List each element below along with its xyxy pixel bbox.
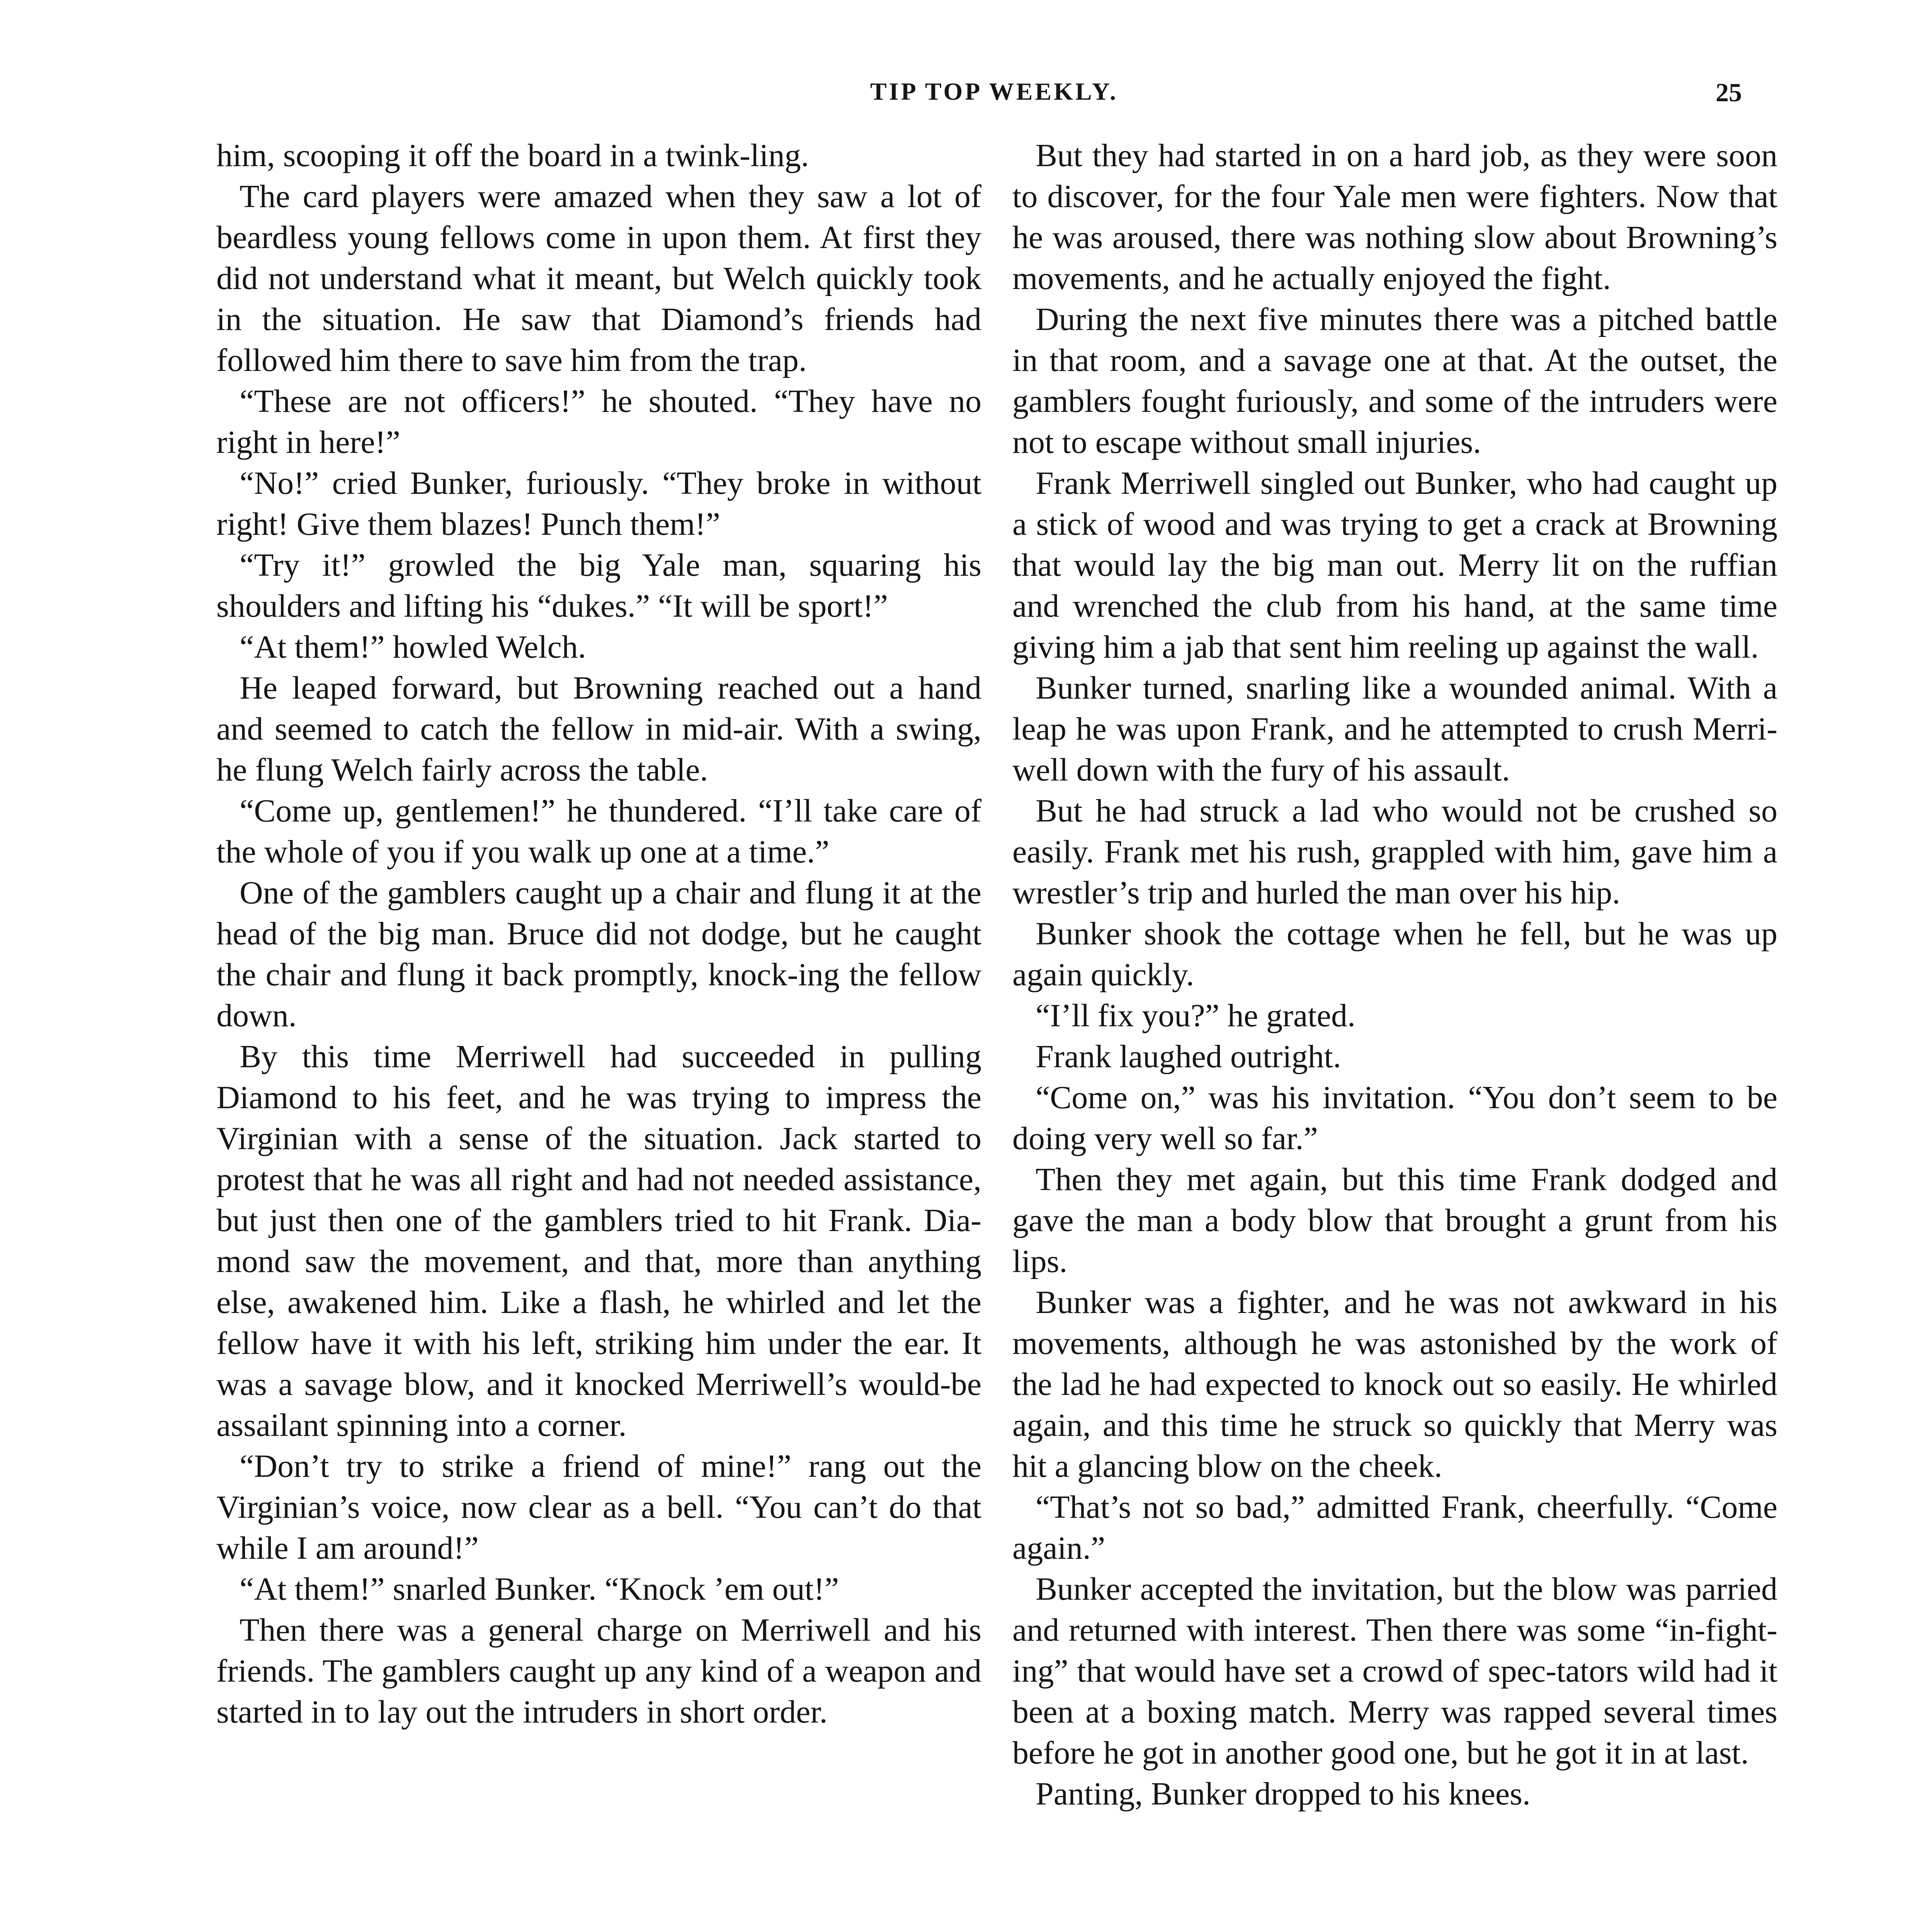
paragraph: him, scooping it off the board in a twink-ling. (216, 138, 809, 173)
running-title: TIP TOP WEEKLY. (870, 78, 1119, 105)
paragraph: “Don’t try to strike a friend of mine!” rang out the Virginian’s voice, now clear as a bell. “You can’t do that while I am around!” (216, 1448, 981, 1566)
page-number: 25 (1716, 78, 1742, 107)
paragraph: He leaped forward, but Browning reached out a hand and seemed to catch the fellow in mid-air. With a swing, he flung Welch fairly across the table. (216, 670, 981, 788)
right-column (1012, 135, 1777, 1815)
paragraph: “Come on,” was his invitation. “You don’t seem to be doing very well so far.” (1012, 1080, 1777, 1156)
paragraph: Bunker shook the cottage when he fell, but he was up again quickly. (1012, 916, 1777, 993)
paragraph: “Come up, gentlemen!” he thundered. “I’ll take care of the whole of you if you walk up one at a time.” (216, 793, 981, 870)
left-column (216, 135, 981, 1733)
paragraph: Frank laughed outright. (1036, 1039, 1341, 1075)
paragraph: But they had started in on a hard job, as they were soon to discover, for the four Yale men were fighters. Now that he was aroused, there was nothing slow about Browning’s movements, and he actually enjoyed the fight. (1012, 138, 1777, 296)
paragraph: “I’ll fix you?” he grated. (1036, 998, 1355, 1034)
paragraph: The card players were amazed when they saw a lot of beardless young fellows come in upon them. At first they did not understand what it meant, but Welch quickly took in the situation. He saw that Diamond’s friends had followed him there to save him from the trap. (216, 179, 981, 378)
paragraph: “These are not officers!” he shouted. “They have no right in here!” (216, 383, 981, 460)
paragraph: Bunker turned, snarling like a wounded animal. With a leap he was upon Frank, and he attempted to crush Merri-well down with the fury of his assault. (1012, 670, 1777, 788)
paragraph: Panting, Bunker dropped to his knees. (1036, 1776, 1531, 1812)
paragraph: “At them!” howled Welch. (240, 629, 586, 665)
paragraph: By this time Merriwell had succeeded in pulling Diamond to his feet, and he was trying to impress the Virginian with a sense of the situation. Jack started to protest that he was all right and had not needed assistance, but just then one of the gamblers tried to hit Frank. Dia-mond saw the movement, and that, more than anything else, awakened him. Like a flash, he whirled and let the fellow have it with his left, striking him under the ear. It was a savage blow, and it knocked Merriwell’s would-be assailant spinning into a corner. (216, 1039, 981, 1443)
paragraph: “That’s not so bad,” admitted Frank, cheerfully. “Come again.” (1012, 1489, 1777, 1566)
paragraph: One of the gamblers caught up a chair and flung it at the head of the big man. Bruce did not dodge, but he caught the chair and flung it back promptly, knock-ing the fellow down. (216, 875, 981, 1034)
paragraph: “Try it!” growled the big Yale man, squaring his shoulders and lifting his “dukes.” “It will be sport!” (216, 547, 981, 624)
paragraph: “No!” cried Bunker, furiously. “They broke in without right! Give them blazes! Punch them!” (216, 465, 981, 542)
paragraph: Bunker accepted the invitation, but the blow was parried and returned with interest. Then there was some “in-fight-ing” that would have set a crowd of spec-tators wild had it been at a boxing match. Merry was rapped several times before he got in another good one, but he got it in at last. (1012, 1571, 1777, 1771)
paragraph: Then they met again, but this time Frank dodged and gave the man a body blow that brought a grunt from his lips. (1012, 1162, 1777, 1279)
paragraph: Then there was a general charge on Merriwell and his friends. The gamblers caught up any kind of a weapon and started in to lay out the intruders in short order. (216, 1612, 981, 1730)
paragraph: But he had struck a lad who would not be crushed so easily. Frank met his rush, grappled with him, gave him a wrestler’s trip and hurled the man over his hip. (1012, 793, 1777, 911)
paragraph: “At them!” snarled Bunker. “Knock ’em out!” (240, 1571, 839, 1607)
paragraph: During the next five minutes there was a pitched battle in that room, and a savage one at that. At the outset, the gamblers fought furiously, and some of the intruders were not to escape without small injuries. (1012, 301, 1777, 460)
paragraph: Bunker was a fighter, and he was not awkward in his movements, although he was astonished by the work of the lad he had expected to knock out so easily. He whirled again, and this time he struck so quickly that Merry was hit a glancing blow on the cheek. (1012, 1284, 1777, 1484)
paragraph: Frank Merriwell singled out Bunker, who had caught up a stick of wood and was trying to get a crack at Browning that would lay the big man out. Merry lit on the ruffian and wrenched the club from his hand, at the same time giving him a jab that sent him reeling up against the wall. (1012, 465, 1777, 665)
